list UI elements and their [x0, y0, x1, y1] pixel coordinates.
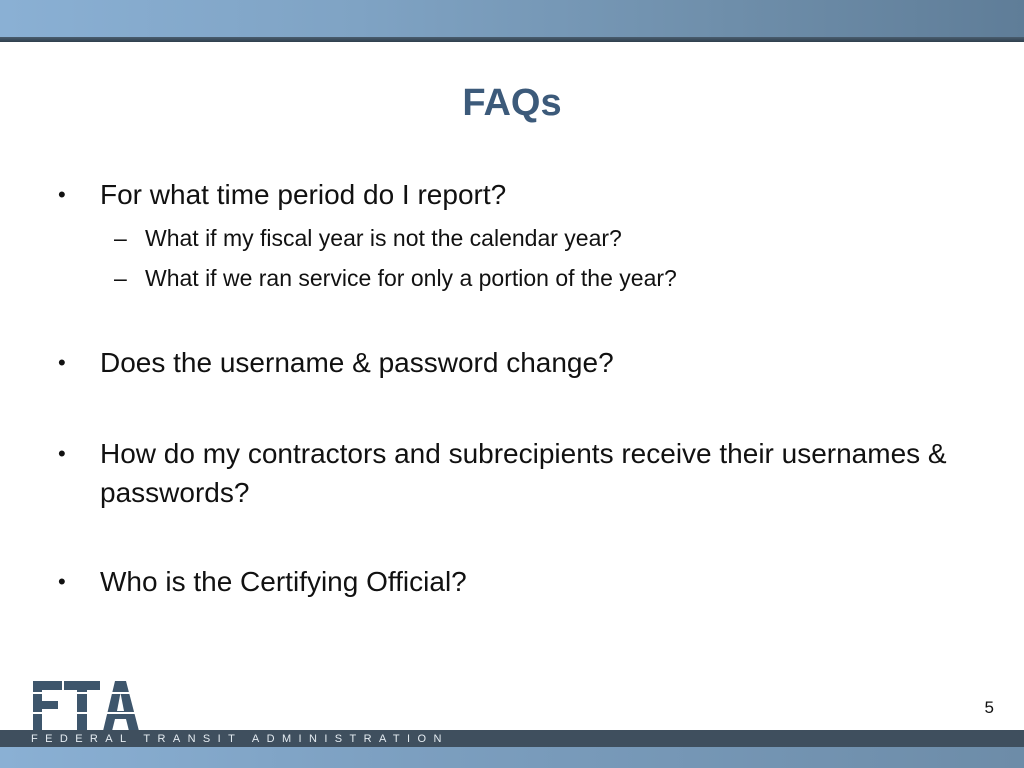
bullet-item	[58, 343, 958, 382]
page-number: 5	[984, 698, 994, 717]
dash-icon: –	[114, 225, 127, 251]
sub-bullet-text: What if my fiscal year is not the calendar year?	[145, 225, 622, 251]
bullet-dot-icon: •	[58, 182, 66, 207]
slide-title: FAQs	[462, 82, 562, 124]
bullet-item	[58, 175, 958, 214]
footer-tagline: FEDERAL TRANSIT ADMINISTRATION	[31, 733, 449, 745]
bullet-text: Who is the Certifying Official?	[100, 566, 467, 597]
sub-bullet-item	[114, 223, 974, 253]
bullet-dot-icon: •	[58, 350, 66, 375]
sub-bullet-text: What if we ran service for only a portion of the year?	[145, 265, 677, 291]
bullet-item	[58, 562, 958, 601]
fta-logo	[31, 679, 141, 733]
dash-icon: –	[114, 265, 127, 291]
bullet-text: Does the username & password change?	[100, 347, 614, 378]
bullet-text: For what time period do I report?	[100, 179, 507, 210]
bullet-item	[58, 434, 958, 512]
bullet-text: How do my contractors and subrecipients receive their usernames & passwords?	[100, 438, 947, 508]
sub-bullet-item	[114, 263, 974, 293]
bullet-dot-icon: •	[58, 569, 66, 594]
footer-band	[0, 747, 1024, 768]
bullet-dot-icon: •	[58, 441, 66, 466]
